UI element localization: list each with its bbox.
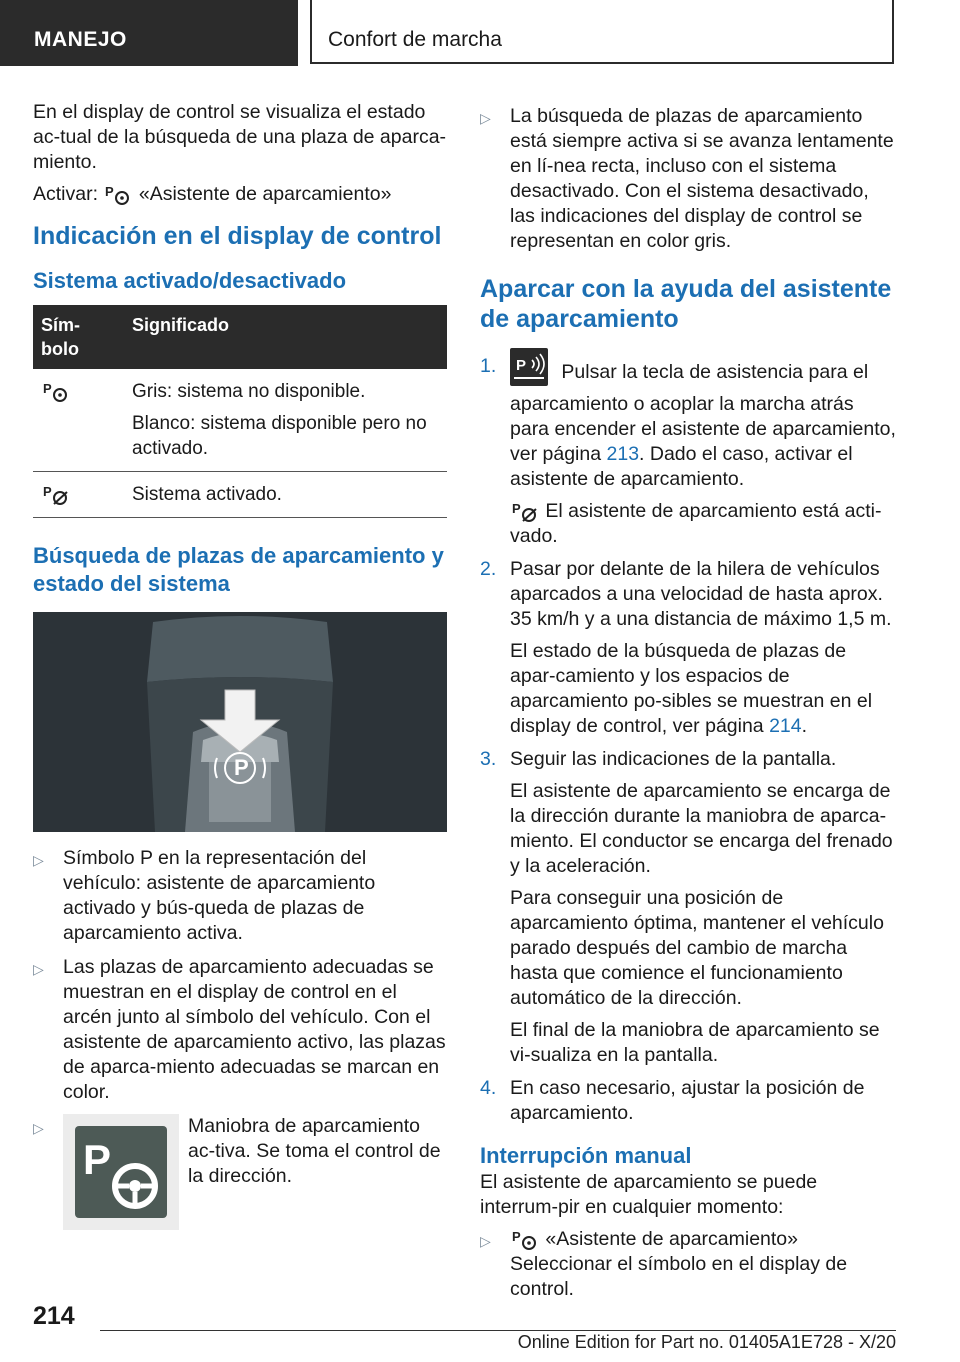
parking-assist-on-icon	[510, 500, 540, 524]
parking-assist-on-icon	[41, 483, 71, 507]
vehicle-p-symbol: P	[234, 755, 249, 780]
heading-park-with-assist: Aparcar con la ayuda del asistente de aparcamiento	[480, 275, 892, 333]
list-item: ▷ Símbolo P en la representación del vehículo: asistente de aparcamiento activado y bús-queda de plazas de aparcamiento activa.	[33, 847, 376, 944]
parking-assist-off-icon	[41, 380, 71, 404]
page-link-214[interactable]: 214	[769, 715, 802, 737]
svg-text:P: P	[105, 183, 115, 199]
table-row	[33, 369, 447, 472]
step-item: 1. P Pulsar la tecla de asistencia para el aparcamiento o acoplar la marcha atrás para encender el asistente de aparcamiento, ver página 213. Dado el caso, activar el asistente de aparcamiento. P El asistente de aparcamiento está acti-vado.	[480, 354, 896, 549]
list-item: ▷ P «Asistente de aparcamiento» Seleccionar el símbolo en el display de control.	[480, 1228, 848, 1300]
triangle-bullet-icon: ▷	[33, 852, 44, 868]
search-note-list	[480, 104, 896, 254]
svg-text:P: P	[43, 483, 52, 499]
list-item: ▷ La búsqueda de plazas de aparcamiento está siempre activa si se avanza lentamente en lí-nea recta, incluso con el sistema desactivado. Con el sistema desactivado, las indicaciones del display de control se representan en color gris.	[480, 105, 894, 252]
status-white: Blanco: sistema disponible pero no activado.	[132, 413, 427, 459]
steering-assist-icon	[63, 1114, 179, 1230]
intro-text: En el display de control se visualiza el estado ac-tual de la búsqueda de una plaza de aparca-miento.	[33, 101, 447, 173]
parking-assist-icon	[103, 183, 133, 207]
step-item: 4. En caso necesario, ajustar la posición de aparcamiento.	[480, 1077, 865, 1124]
table-row	[33, 472, 447, 518]
right-column	[480, 100, 896, 1311]
symbol-table	[33, 305, 447, 518]
page-number: 214	[33, 1302, 75, 1330]
triangle-bullet-icon: ▷	[480, 1233, 491, 1249]
heading-system-state: Sistema activado/desactivado	[33, 268, 347, 293]
footer-divider	[100, 1330, 896, 1331]
activate-line: Activar: P «Asistente de aparcamiento»	[33, 183, 392, 205]
interrupt-text: El asistente de aparcamiento se puede interrum-pir en cualquier momento:	[480, 1171, 818, 1218]
svg-text:P: P	[512, 1228, 521, 1244]
step-item: 3. Seguir las indicaciones de la pantalla. El asistente de aparcamiento se encarga de la dirección durante la maniobra de aparca-miento. El conductor se encarga del frenado y la aceleración. Para conseguir una posición de aparcamiento óptima, mantener el vehículo parado después del cambio de marcha hasta que comience el funcionamiento automático de la dirección. El final de la maniobra de aparcamiento se vi-sualiza en la pantalla.	[480, 748, 893, 1066]
section-tab	[0, 0, 298, 66]
triangle-bullet-icon: ▷	[33, 961, 44, 977]
section-title: MANEJO	[34, 28, 127, 51]
step-item: 2. Pasar por delante de la hilera de vehículos aparcados a una velocidad de hasta aprox. 35 km/h y a una distancia de máximo 1,5 m. El estado de la búsqueda de plazas de apar-camiento y los espacios de aparcamiento po-sibles se muestran en el display de control, ver página 214.	[480, 558, 892, 737]
edition-text: Online Edition for Part no. 01405A1E728 - X/20	[517, 1332, 896, 1352]
table-header-meaning: Significado	[124, 305, 447, 369]
left-column	[33, 100, 447, 1243]
heading-display: Indicación en el display de control	[33, 222, 442, 250]
chapter-tab	[310, 0, 894, 64]
svg-text:P: P	[83, 1136, 112, 1183]
page-footer	[0, 1290, 960, 1362]
list-item: ▷ P Maniobra de aparcamiento ac-tiva. Se toma el control de la dirección.	[33, 1114, 447, 1234]
table-header-symbol: Sím-bolo	[33, 305, 124, 369]
svg-text:P: P	[512, 500, 521, 516]
display-screenshot	[33, 612, 447, 832]
triangle-bullet-icon: ▷	[480, 110, 491, 126]
status-active: Sistema activado.	[124, 472, 447, 518]
parking-assist-icon	[510, 1228, 540, 1252]
steps-list	[480, 354, 896, 1126]
triangle-bullet-icon: ▷	[33, 1120, 44, 1136]
heading-search-status: Búsqueda de plazas de aparcamiento y estado del sistema	[33, 543, 444, 596]
chapter-title: Confort de marcha	[328, 28, 502, 51]
status-list	[33, 846, 447, 1234]
heading-manual-interrupt: Interrupción manual	[480, 1143, 692, 1168]
parking-assist-button-icon	[510, 348, 548, 386]
svg-text:P: P	[43, 380, 52, 396]
list-item: ▷ Las plazas de aparcamiento adecuadas se muestran en el display de control en el arcén junto al símbolo del vehículo. Con el asistente de aparcamiento activo, las plazas de aparca-miento adecuadas se marcan en color.	[33, 956, 446, 1103]
status-grey: Gris: sistema no disponible.	[132, 381, 366, 402]
svg-text:P: P	[516, 357, 527, 374]
page-link-213[interactable]: 213	[606, 443, 640, 465]
page-header	[0, 0, 960, 66]
